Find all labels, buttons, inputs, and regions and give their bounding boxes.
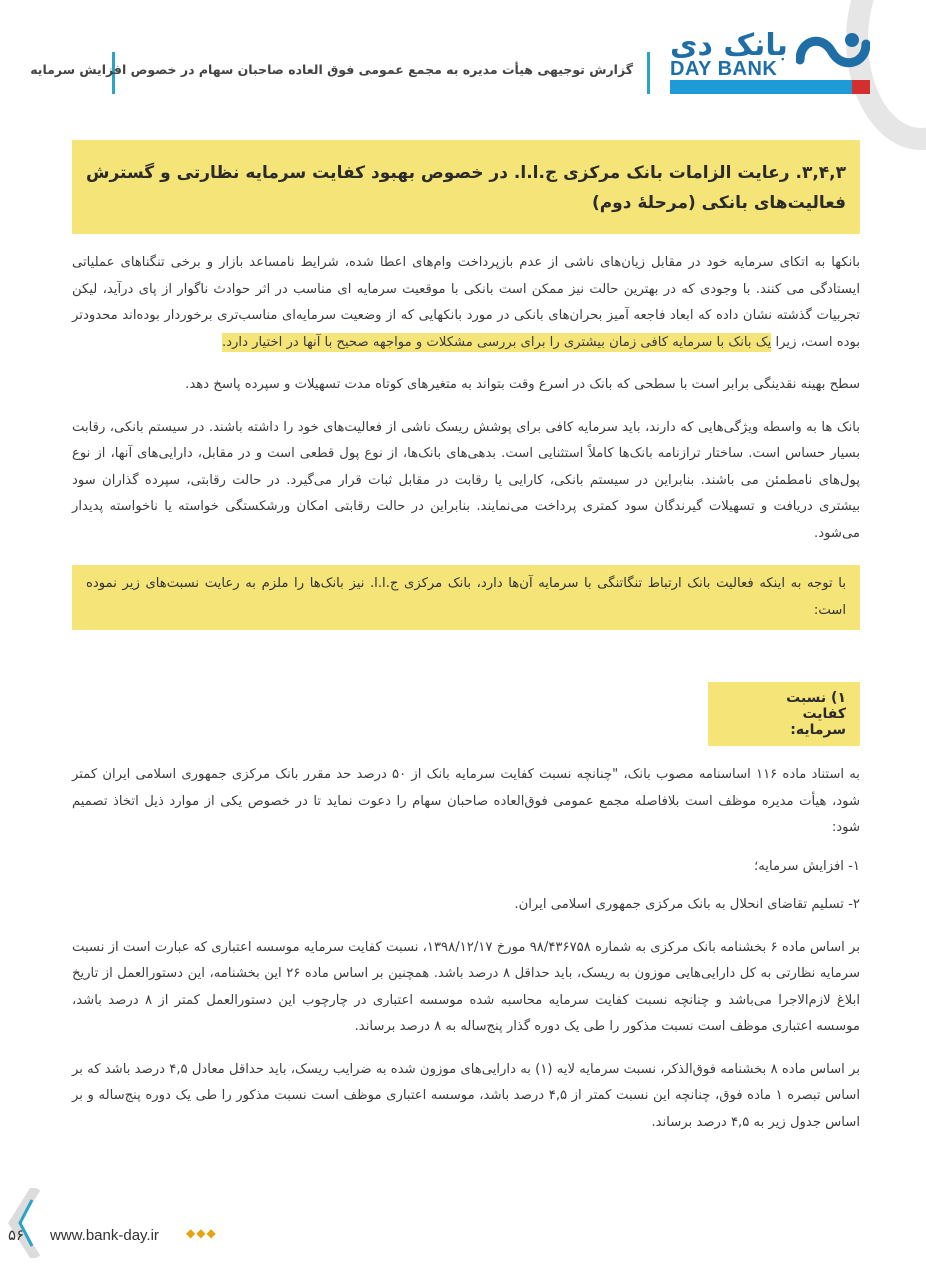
page-number: ۵۶ <box>8 1226 25 1244</box>
footer-dots-decoration: ◆◆◆ <box>186 1226 217 1240</box>
list-item: ۲- تسلیم تقاضای انحلال به بانک مرکزی جمهوری اسلامی ایران. <box>514 897 860 912</box>
paragraph-liquidity: سطح بهینه نقدینگی برابر است با سطحی که بانک در اسرع وقت بتواند به متغیرهای کوتاه مدت تسهیلات و سپرده پاسخ دهد. <box>185 377 860 392</box>
logo-mark-icon <box>796 30 870 74</box>
subsection-heading: ۱) نسبت کفایت سرمایه: <box>708 682 860 746</box>
paragraph-article-6: بر اساس ماده ۶ بخشنامه بانک مرکزی به شماره ۹۸/۴۳۶۷۵۸ مورخ ۱۳۹۸/۱۲/۱۷، نسبت کفایت سرمایه موسسه اعتباری که عبارت است از نسبت سرمایه نظارتی به کل دارایی‌هایی موزون به ریسک، باید حداقل ۸ درصد باشد. همچنین بر اساس ماده ۲۶ این بخشنامه، این دستورالعمل از تاریخ ابلاغ لازم‌الاجرا می‌باشد و چنانچه نسبت کفایت سرمایه محاسبه شده موسسه اعتباری در چارچوب این دستورالعمل کمتر از ۸ درصد باشد، موسسه اعتباری موظف است نسبت مذکور را طی یک دوره گذار پنج‌ساله به ۸ درصد برساند. <box>72 939 860 1034</box>
logo-text-english: DAY BANK <box>670 58 778 80</box>
highlighted-paragraph-ratios: با توجه به اینکه فعالیت بانک ارتباط تنگاتنگی با سرمایه آن‌ها دارد، بانک مرکزی ج.ا.ا. نیز بانک‌ها را ملزم به رعایت نسبت‌های زیر نموده است: <box>72 565 860 630</box>
logo-text-persian: بانک دی <box>670 28 788 63</box>
website-link[interactable]: www.bank-day.ir <box>50 1227 159 1244</box>
logo-color-strip <box>670 80 870 94</box>
list-item: ۱- افزایش سرمایه؛ <box>754 858 860 874</box>
header-bar <box>30 52 650 94</box>
document-content <box>72 140 860 1136</box>
bank-logo <box>670 28 870 94</box>
paragraph-capital-importance <box>72 250 860 356</box>
paragraph-article-116: به استناد ماده ۱۱۶ اساسنامه مصوب بانک، "چنانچه نسبت کفایت سرمایه بانک از ۵۰ درصد حد مقرر بانک مرکزی جمهوری اسلامی ایران کمتر شود، هیأت مدیره موظف است بلافاصله مجمع عمومی فوق‌العاده صاحبان سهام را دعوت نماید تا در خصوص یکی از موارد ذیل اتخاذ تصمیم شود: <box>72 767 860 835</box>
section-heading: ۳,۴,۳. رعایت الزامات بانک مرکزی ج.ا.ا. در خصوص بهبود کفایت سرمایه نظارتی و گسترش فعالیت‌های بانکی (مرحلۀ دوم) <box>86 163 846 213</box>
highlighted-text: یک بانک با سرمایه کافی زمان بیشتری را برای بررسی مشکلات و مواجهه صحیح با آنها در اختیار دارد. <box>221 334 772 350</box>
section-heading-box <box>72 140 860 234</box>
paragraph-bank-features: بانک ها به واسطه ویژگی‌هایی که دارند، باید سرمایه کافی برای پوشش ریسک ناشی از فعالیت‌های خود را داشته باشند. در سیستم بانکی، رقابت بسیار حساس است. ساختار ترازنامه بانک‌ها کاملاً استثنایی است. بدهی‌های بانک‌ها، از نوع پول قطعی است و در مقابل، دارایی‌های آنها، از نوع پول‌های نامطمئن می باشند. بنابراین در سیستم بانکی، کارایی یا رقابت در مقابل ثبات قرار می‌گیرد. در حالت رقابتی، سپرده گذاران سود بیشتری دریافت و تسهیلات گیرندگان سود کمتری پرداخت می‌نمایند. بنابراین در حالت رقابتی امکان ورشکستگی خواسته یا ناخواسته پدیدار می‌شود. <box>72 419 860 541</box>
corner-decoration-bottom <box>6 1188 42 1258</box>
paragraph-text: بانکها به اتکای سرمایه خود در مقابل زیان‌های ناشی از عدم بازپرداخت وام‌های اعطا شده، شرایط نامساعد بازار و برخی تنگناهای عملیاتی ایستادگی می کنند. با وجودی که در بهترین حالت نیز ممکن است بانکی با موقعیت سرمایه ای مناسب در اثر حوادث ناگوار از پای درآید، لیکن تجربیات گذشته نشان داده که ابعاد فاجعه آمیز بحران‌های بانکی در مورد بانکهایی که از وضعیت سرمایه‌ای مناسب‌تری برخوردار بوده‌اند محدودتر بوده است، زیرا <box>72 255 860 350</box>
paragraph-article-8: بر اساس ماده ۸ بخشنامه فوق‌الذکر، نسبت سرمایه لایه (۱) به دارایی‌های موزون شده به ضرایب ریسک، باید حداقل معادل ۴,۵ درصد باشد که بر اساس تبصره ۱ ماده فوق، چنانچه این نسبت کمتر از ۴,۵ درصد باشد، موسسه اعتباری موظف است نسبت مذکور را طی یک دوره پنج‌ساله و بر اساس جدول زیر به ۴,۵ درصد برساند. <box>72 1061 860 1130</box>
report-title: گزارش توجیهی هیأت مدیره به مجمع عمومی فوق العاده صاحبان سهام در خصوص افزایش سرمایه <box>30 62 633 77</box>
